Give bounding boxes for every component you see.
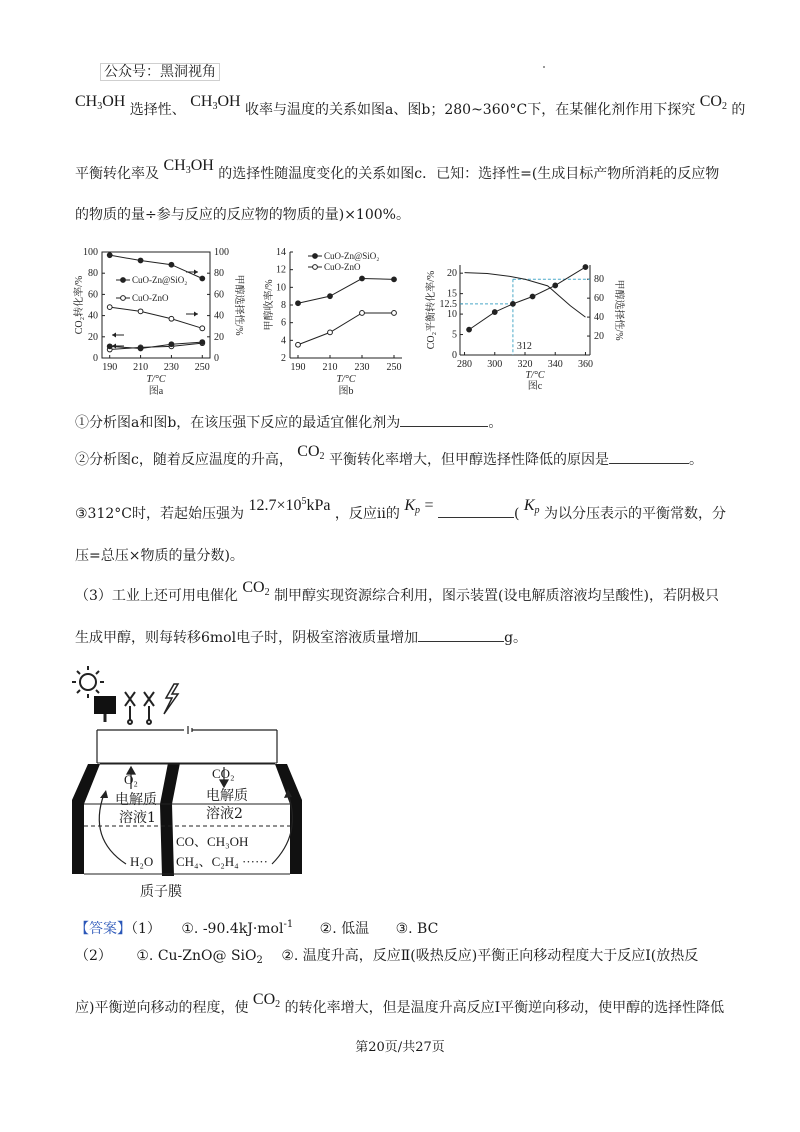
y-axis-label: 甲醇收率/% — [264, 279, 275, 331]
question-2: ②分析图c，随着反应温度的升高， $CO_2$ 平衡转化率增大，但甲醇选择性降低的原因是 。 — [75, 443, 703, 468]
question-3: ③312°C时，若起始压强为 $12.7\times 10^5kPa$ ，反应ii的 $K_p$ = ( $K_p$ 为以分压表示的平衡常数，分 — [75, 496, 726, 522]
y2-tick-label: 100 — [214, 247, 229, 258]
circuit-wire — [97, 726, 277, 763]
y2-tick-label: 80 — [214, 268, 224, 280]
data-point — [200, 326, 205, 331]
annotation-312: 312 — [516, 341, 532, 352]
wind-turbine-icon — [125, 692, 154, 724]
axis-arrow-head — [194, 270, 198, 275]
chart-caption: 图a — [148, 386, 164, 397]
data-point — [107, 253, 112, 258]
data-point — [200, 340, 205, 345]
series-line — [469, 267, 585, 330]
label-sol1-a: 电解质 — [115, 792, 157, 808]
data-point — [583, 265, 588, 270]
legend-marker — [121, 278, 126, 283]
plot-frame — [102, 252, 210, 358]
data-point — [511, 301, 516, 306]
y-tick-label: 10 — [276, 282, 286, 294]
x-tick-label: 340 — [547, 359, 563, 370]
data-point — [392, 277, 397, 282]
chart-caption: 图b — [338, 386, 354, 397]
answer-line-3: 应)平衡逆向移动的程度，使 $CO_2$ 的转化率增大，但是温度升高反应Ⅰ平衡逆向移动，使甲醇的选择性降低 — [75, 991, 725, 1016]
x-axis-label: T/°C — [525, 370, 545, 381]
intro-line-2: 平衡转化率及 $CH_3OH$ 的选择性随温度变化的关系如图c．已知：选择性=(生成目标产物所消耗的反应物 — [75, 157, 720, 182]
label-h2o: H₂O — [130, 854, 154, 869]
legend-label: CuO-ZnO — [132, 293, 169, 303]
data-point — [530, 294, 535, 299]
y2-tick-label: 80 — [594, 274, 604, 286]
y2-axis-label: 甲醇选择性/% — [233, 274, 244, 336]
legend-label: CuO-Zn@SiO₂ — [132, 275, 188, 285]
y-tick-label: 60 — [88, 289, 98, 301]
y-tick-label: 20 — [88, 331, 98, 343]
label-sol2-b: 溶液2 — [206, 806, 243, 822]
x-tick-label: 320 — [517, 359, 533, 370]
y2-tick-label: 60 — [214, 289, 224, 301]
chart-b — [262, 238, 412, 398]
data-point — [392, 311, 397, 316]
x-tick-label: 360 — [577, 359, 593, 370]
y-tick-label: 40 — [88, 310, 98, 322]
series-line — [298, 279, 394, 304]
scan-dot — [543, 66, 545, 68]
x-axis-label: T/°C — [146, 374, 166, 385]
label-products-2: CH₄、C₂H₄ ······ — [176, 854, 268, 869]
label-sol1-b: 溶液1 — [119, 810, 156, 826]
label-co2: CO₂ — [212, 766, 235, 781]
y-tick-label: 100 — [83, 247, 98, 258]
y-tick-label: 4 — [281, 335, 286, 347]
watermark: 公众号：黑洞视角 — [100, 62, 220, 82]
y2-tick-label: 0 — [214, 353, 219, 364]
x-tick-label: 280 — [457, 359, 473, 370]
y-tick-label: 6 — [281, 317, 286, 329]
x-tick-label: 230 — [163, 362, 179, 373]
y-tick-label: 10 — [447, 309, 457, 321]
data-point — [107, 344, 112, 349]
sun-icon — [72, 666, 104, 698]
y2-tick-label: 40 — [214, 310, 224, 322]
y-tick-label: 0 — [452, 350, 457, 361]
series-line — [110, 342, 203, 348]
data-point — [328, 330, 333, 335]
x-tick-label: 300 — [487, 359, 503, 370]
y-tick-label: 14 — [276, 247, 286, 258]
part-3-line-2: 生成甲醇，则每转移6mol电子时，阴极室溶液质量增加 g。 — [75, 630, 528, 646]
data-point — [296, 301, 301, 306]
question-3-line-2: 压=总压×物质的量分数)。 — [75, 548, 244, 564]
answer-line-2: （2） ①. Cu-ZnO@ SiO$_2$ ②. 温度升高，反应Ⅱ(吸热反应)平衡正向移动程度大于反应Ⅰ(放热反 — [75, 948, 699, 966]
data-point — [328, 294, 333, 299]
answer-line-1: 【答案】（1） ①. -90.4kJ·mol$^{-1}$ ②. 低温 ③. BC — [75, 919, 439, 937]
page-footer: 第20页/共27页 — [355, 1040, 445, 1055]
chart-a — [70, 238, 260, 398]
intro-line-1: $CH_3OH$ 选择性、 $CH_3OH$ 收率与温度的关系如图a、图b；280~360°C下，在某催化剂作用下探究 $CO_2$ 的 — [75, 93, 746, 118]
data-point — [360, 311, 365, 316]
y2-axis-label: 甲醇选择性/% — [613, 279, 624, 341]
y-tick-label: 5 — [452, 329, 457, 341]
data-point — [296, 342, 301, 347]
x-tick-label: 210 — [133, 362, 149, 373]
chart-c — [422, 255, 637, 398]
data-point — [360, 276, 365, 281]
label-membrane: 质子膜 — [140, 884, 182, 900]
y-tick-label: 0 — [93, 353, 98, 364]
y-axis-label: CO₂转化率/% — [74, 275, 85, 335]
y-tick-label: 20 — [447, 268, 457, 280]
data-point — [138, 309, 143, 314]
y-tick-label: 15 — [447, 288, 457, 300]
solar-panel-icon — [94, 696, 116, 722]
series-line — [465, 273, 586, 318]
axis-arrow-head — [112, 344, 116, 349]
legend-marker — [121, 296, 126, 301]
axis-arrow-head — [112, 333, 116, 338]
data-point — [553, 283, 558, 288]
label-sol2-a: 电解质 — [206, 788, 248, 804]
data-point — [138, 258, 143, 263]
y-tick-label: 12.5 — [439, 298, 457, 310]
question-1: ①分析图a和图b，在该压强下反应的最适宜催化剂为 。 — [75, 415, 503, 431]
axis-arrow-head — [194, 312, 198, 317]
y-tick-label: 12 — [276, 264, 286, 276]
y2-tick-label: 40 — [594, 312, 604, 324]
legend-label: CuO-ZnO — [324, 262, 361, 272]
legend-marker — [313, 254, 318, 259]
x-tick-label: 250 — [386, 362, 402, 373]
lightning-icon — [164, 684, 178, 714]
y2-tick-label: 60 — [594, 293, 604, 305]
x-tick-label: 250 — [194, 362, 210, 373]
data-point — [467, 327, 472, 332]
data-point — [169, 316, 174, 321]
label-o2: O₂ — [124, 772, 138, 787]
series-line — [110, 307, 203, 328]
x-tick-label: 230 — [354, 362, 370, 373]
legend-marker — [313, 265, 318, 270]
series-line — [298, 313, 394, 345]
y2-tick-label: 20 — [214, 331, 224, 343]
x-tick-label: 210 — [322, 362, 338, 373]
data-point — [138, 346, 143, 351]
label-products-1: CO、CH₃OH — [176, 834, 249, 849]
x-tick-label: 190 — [290, 362, 306, 373]
data-point — [169, 342, 174, 347]
legend-label: CuO-Zn@SiO₂ — [324, 251, 380, 261]
data-point — [492, 310, 497, 315]
intro-line-3: 的物质的量÷参与反应的反应物的物质的量)×100%。 — [75, 207, 410, 223]
x-axis-label: T/°C — [336, 374, 356, 385]
data-point — [169, 262, 174, 267]
y2-tick-label: 20 — [594, 331, 604, 343]
chart-caption: 图c — [527, 381, 543, 392]
y-tick-label: 2 — [281, 353, 286, 364]
y-tick-label: 80 — [88, 268, 98, 280]
data-point — [200, 276, 205, 281]
y-axis-label: CO₂平衡转化率/% — [426, 270, 437, 350]
part-3: （3）工业上还可用电催化 $CO_2$ 制甲醇实现资源综合利用，图示装置(设电解质溶液均呈酸性)，若阴极只 — [75, 579, 719, 604]
data-point — [107, 305, 112, 310]
y-tick-label: 8 — [281, 300, 286, 311]
x-tick-label: 190 — [102, 362, 118, 373]
